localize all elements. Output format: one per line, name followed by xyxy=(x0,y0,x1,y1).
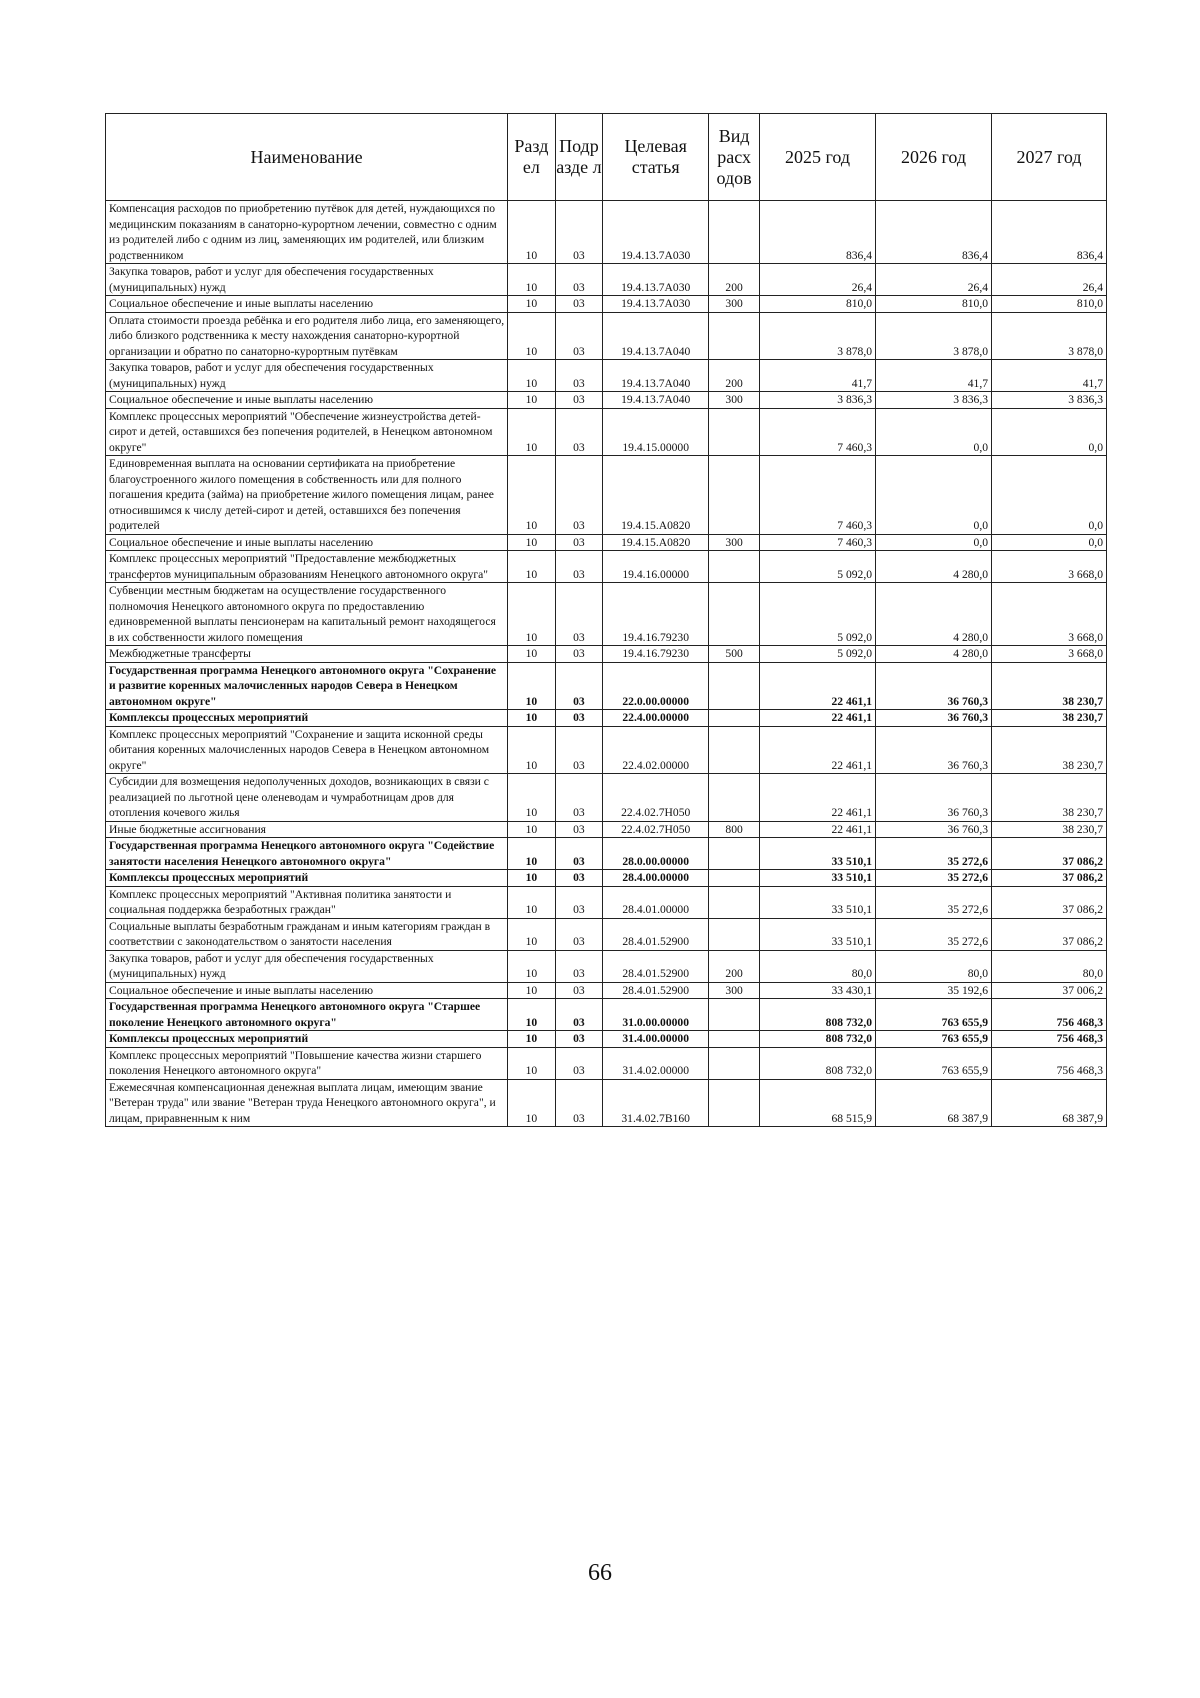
cell-expense-type xyxy=(709,838,760,870)
cell-expense-type xyxy=(709,662,760,710)
cell-2025: 5 092,0 xyxy=(760,583,876,646)
cell-expense-type: 200 xyxy=(709,950,760,982)
cell-2027: 810,0 xyxy=(992,296,1107,313)
cell-target-article: 28.4.01.52900 xyxy=(603,918,709,950)
cell-section: 10 xyxy=(508,646,556,663)
cell-2025: 68 515,9 xyxy=(760,1079,876,1127)
cell-expense-type: 300 xyxy=(709,982,760,999)
cell-subsection: 03 xyxy=(555,710,603,727)
cell-2025: 5 092,0 xyxy=(760,646,876,663)
cell-2027: 41,7 xyxy=(992,360,1107,392)
table-row xyxy=(106,999,1107,1031)
cell-section: 10 xyxy=(508,360,556,392)
cell-subsection: 03 xyxy=(555,870,603,887)
cell-2027: 3 878,0 xyxy=(992,312,1107,360)
cell-2026: 35 192,6 xyxy=(876,982,992,999)
cell-section: 10 xyxy=(508,918,556,950)
cell-2027: 3 836,3 xyxy=(992,392,1107,409)
cell-name: Закупка товаров, работ и услуг для обеспечения государственных (муниципальных) нужд xyxy=(106,264,508,296)
cell-name: Социальное обеспечение и иные выплаты населению xyxy=(106,296,508,313)
cell-expense-type xyxy=(709,726,760,774)
cell-target-article: 31.4.02.00000 xyxy=(603,1047,709,1079)
cell-expense-type: 800 xyxy=(709,821,760,838)
cell-2025: 33 510,1 xyxy=(760,886,876,918)
cell-2026: 36 760,3 xyxy=(876,662,992,710)
cell-subsection: 03 xyxy=(555,838,603,870)
cell-expense-type: 200 xyxy=(709,264,760,296)
header-section: Разд ел xyxy=(508,114,556,201)
cell-section: 10 xyxy=(508,838,556,870)
cell-subsection: 03 xyxy=(555,312,603,360)
header-name: Наименование xyxy=(106,114,508,201)
cell-subsection: 03 xyxy=(555,392,603,409)
cell-2027: 756 468,3 xyxy=(992,999,1107,1031)
cell-expense-type xyxy=(709,886,760,918)
cell-section: 10 xyxy=(508,456,556,535)
table-row xyxy=(106,1047,1107,1079)
header-expense-type: Вид расх одов xyxy=(709,114,760,201)
table-row xyxy=(106,312,1107,360)
cell-expense-type xyxy=(709,774,760,822)
cell-section: 10 xyxy=(508,296,556,313)
table-row xyxy=(106,886,1107,918)
cell-target-article: 19.4.13.7А030 xyxy=(603,201,709,264)
cell-expense-type xyxy=(709,551,760,583)
budget-table xyxy=(105,113,1107,1127)
cell-2025: 22 461,1 xyxy=(760,710,876,727)
cell-target-article: 19.4.13.7А030 xyxy=(603,264,709,296)
cell-2026: 3 836,3 xyxy=(876,392,992,409)
cell-2027: 756 468,3 xyxy=(992,1031,1107,1048)
cell-2025: 33 510,1 xyxy=(760,870,876,887)
header-subsection: Подр азде л xyxy=(555,114,603,201)
cell-name: Комплексы процессных мероприятий xyxy=(106,870,508,887)
cell-subsection: 03 xyxy=(555,296,603,313)
cell-2025: 808 732,0 xyxy=(760,999,876,1031)
cell-2027: 37 086,2 xyxy=(992,886,1107,918)
cell-2027: 38 230,7 xyxy=(992,662,1107,710)
cell-subsection: 03 xyxy=(555,662,603,710)
cell-section: 10 xyxy=(508,1079,556,1127)
cell-expense-type xyxy=(709,1047,760,1079)
cell-name: Социальное обеспечение и иные выплаты населению xyxy=(106,534,508,551)
cell-section: 10 xyxy=(508,886,556,918)
cell-2025: 22 461,1 xyxy=(760,662,876,710)
cell-name: Межбюджетные трансферты xyxy=(106,646,508,663)
cell-target-article: 31.0.00.00000 xyxy=(603,999,709,1031)
table-row xyxy=(106,408,1107,456)
table-row xyxy=(106,726,1107,774)
cell-2025: 26,4 xyxy=(760,264,876,296)
cell-expense-type xyxy=(709,583,760,646)
table-row xyxy=(106,710,1107,727)
cell-expense-type: 300 xyxy=(709,534,760,551)
cell-subsection: 03 xyxy=(555,950,603,982)
table-row xyxy=(106,264,1107,296)
cell-name: Государственная программа Ненецкого автономного округа "Старшее поколение Ненецкого автономного округа" xyxy=(106,999,508,1031)
cell-2025: 80,0 xyxy=(760,950,876,982)
cell-2026: 26,4 xyxy=(876,264,992,296)
cell-2025: 33 510,1 xyxy=(760,838,876,870)
cell-subsection: 03 xyxy=(555,821,603,838)
cell-target-article: 19.4.15.00000 xyxy=(603,408,709,456)
cell-expense-type xyxy=(709,1031,760,1048)
cell-section: 10 xyxy=(508,551,556,583)
cell-section: 10 xyxy=(508,264,556,296)
cell-name: Комплексы процессных мероприятий xyxy=(106,1031,508,1048)
cell-target-article: 19.4.16.79230 xyxy=(603,583,709,646)
cell-expense-type xyxy=(709,456,760,535)
table-row xyxy=(106,201,1107,264)
cell-subsection: 03 xyxy=(555,534,603,551)
table-row xyxy=(106,392,1107,409)
cell-2026: 836,4 xyxy=(876,201,992,264)
cell-target-article: 19.4.13.7А030 xyxy=(603,296,709,313)
cell-2025: 41,7 xyxy=(760,360,876,392)
cell-section: 10 xyxy=(508,950,556,982)
cell-subsection: 03 xyxy=(555,726,603,774)
cell-2027: 3 668,0 xyxy=(992,551,1107,583)
cell-name: Государственная программа Ненецкого автономного округа "Содействие занятости населения Ненецкого автономного округа" xyxy=(106,838,508,870)
cell-2026: 36 760,3 xyxy=(876,774,992,822)
cell-target-article: 22.4.02.7Н050 xyxy=(603,821,709,838)
cell-expense-type xyxy=(709,312,760,360)
cell-name: Комплексы процессных мероприятий xyxy=(106,710,508,727)
cell-2026: 36 760,3 xyxy=(876,710,992,727)
cell-2027: 80,0 xyxy=(992,950,1107,982)
cell-2025: 5 092,0 xyxy=(760,551,876,583)
cell-2027: 37 086,2 xyxy=(992,870,1107,887)
cell-2025: 3 836,3 xyxy=(760,392,876,409)
table-row xyxy=(106,551,1107,583)
cell-2027: 26,4 xyxy=(992,264,1107,296)
cell-2026: 763 655,9 xyxy=(876,1031,992,1048)
cell-name: Компенсация расходов по приобретению путёвок для детей, нуждающихся по медицинским показаниям в санаторно-курортном лечении, совместно с одним из родителей либо с одним из лиц, заменяющих им родителей, или близким родственником xyxy=(106,201,508,264)
cell-2026: 0,0 xyxy=(876,534,992,551)
cell-target-article: 28.4.01.52900 xyxy=(603,950,709,982)
cell-expense-type: 300 xyxy=(709,392,760,409)
cell-2027: 0,0 xyxy=(992,534,1107,551)
cell-2027: 38 230,7 xyxy=(992,774,1107,822)
cell-subsection: 03 xyxy=(555,1079,603,1127)
cell-section: 10 xyxy=(508,392,556,409)
cell-expense-type xyxy=(709,710,760,727)
cell-subsection: 03 xyxy=(555,264,603,296)
cell-2026: 35 272,6 xyxy=(876,838,992,870)
cell-2026: 763 655,9 xyxy=(876,999,992,1031)
cell-section: 10 xyxy=(508,710,556,727)
cell-2025: 22 461,1 xyxy=(760,821,876,838)
cell-target-article: 22.4.02.00000 xyxy=(603,726,709,774)
cell-section: 10 xyxy=(508,408,556,456)
table-row xyxy=(106,950,1107,982)
cell-target-article: 22.4.02.7Н050 xyxy=(603,774,709,822)
cell-name: Комплекс процессных мероприятий "Предоставление межбюджетных трансфертов муниципальным образованиям Ненецкого автономного округа" xyxy=(106,551,508,583)
cell-subsection: 03 xyxy=(555,456,603,535)
cell-expense-type xyxy=(709,870,760,887)
cell-name: Комплекс процессных мероприятий "Повышение качества жизни старшего поколения Ненецкого автономного округа" xyxy=(106,1047,508,1079)
cell-section: 10 xyxy=(508,821,556,838)
table-row xyxy=(106,821,1107,838)
header-2026: 2026 год xyxy=(876,114,992,201)
cell-subsection: 03 xyxy=(555,886,603,918)
table-row xyxy=(106,583,1107,646)
cell-target-article: 19.4.16.00000 xyxy=(603,551,709,583)
cell-section: 10 xyxy=(508,534,556,551)
header-row xyxy=(106,114,1107,201)
cell-2027: 37 086,2 xyxy=(992,918,1107,950)
cell-2025: 7 460,3 xyxy=(760,456,876,535)
cell-2027: 0,0 xyxy=(992,408,1107,456)
cell-target-article: 28.4.01.52900 xyxy=(603,982,709,999)
cell-expense-type xyxy=(709,918,760,950)
cell-2026: 80,0 xyxy=(876,950,992,982)
cell-2027: 37 006,2 xyxy=(992,982,1107,999)
cell-target-article: 19.4.16.79230 xyxy=(603,646,709,663)
cell-2026: 35 272,6 xyxy=(876,918,992,950)
cell-2026: 35 272,6 xyxy=(876,886,992,918)
cell-name: Комплекс процессных мероприятий "Сохранение и защита исконной среды обитания коренных малочисленных народов Севера в Ненецком автономном округе" xyxy=(106,726,508,774)
cell-subsection: 03 xyxy=(555,774,603,822)
cell-target-article: 22.4.00.00000 xyxy=(603,710,709,727)
table-row xyxy=(106,296,1107,313)
cell-expense-type xyxy=(709,999,760,1031)
cell-2026: 0,0 xyxy=(876,456,992,535)
cell-target-article: 28.4.01.00000 xyxy=(603,886,709,918)
cell-expense-type: 300 xyxy=(709,296,760,313)
cell-subsection: 03 xyxy=(555,646,603,663)
cell-subsection: 03 xyxy=(555,918,603,950)
cell-2027: 3 668,0 xyxy=(992,583,1107,646)
cell-2026: 4 280,0 xyxy=(876,583,992,646)
cell-subsection: 03 xyxy=(555,999,603,1031)
cell-2027: 37 086,2 xyxy=(992,838,1107,870)
cell-2027: 756 468,3 xyxy=(992,1047,1107,1079)
table-row xyxy=(106,870,1107,887)
cell-name: Субсидии для возмещения недополученных доходов, возникающих в связи с реализацией по льготной цене оленеводам и чумработницам дров для отопления кочевого жилья xyxy=(106,774,508,822)
cell-2025: 808 732,0 xyxy=(760,1047,876,1079)
page-number: 66 xyxy=(588,1560,612,1586)
cell-expense-type xyxy=(709,201,760,264)
cell-subsection: 03 xyxy=(555,1047,603,1079)
table-row xyxy=(106,838,1107,870)
cell-2027: 38 230,7 xyxy=(992,821,1107,838)
cell-expense-type: 200 xyxy=(709,360,760,392)
cell-target-article: 19.4.15.А0820 xyxy=(603,534,709,551)
cell-section: 10 xyxy=(508,1031,556,1048)
cell-section: 10 xyxy=(508,870,556,887)
cell-2025: 22 461,1 xyxy=(760,726,876,774)
cell-2025: 7 460,3 xyxy=(760,408,876,456)
table-row xyxy=(106,456,1107,535)
cell-2026: 41,7 xyxy=(876,360,992,392)
cell-target-article: 19.4.15.А0820 xyxy=(603,456,709,535)
cell-target-article: 22.0.00.00000 xyxy=(603,662,709,710)
cell-expense-type xyxy=(709,1079,760,1127)
cell-2027: 38 230,7 xyxy=(992,710,1107,727)
cell-2026: 36 760,3 xyxy=(876,821,992,838)
cell-section: 10 xyxy=(508,774,556,822)
cell-2025: 3 878,0 xyxy=(760,312,876,360)
cell-section: 10 xyxy=(508,726,556,774)
cell-2027: 3 668,0 xyxy=(992,646,1107,663)
table-row xyxy=(106,1031,1107,1048)
cell-name: Социальное обеспечение и иные выплаты населению xyxy=(106,392,508,409)
cell-target-article: 19.4.13.7А040 xyxy=(603,360,709,392)
cell-target-article: 19.4.13.7А040 xyxy=(603,392,709,409)
table-row xyxy=(106,646,1107,663)
table-row xyxy=(106,534,1107,551)
cell-name: Субвенции местным бюджетам на осуществление государственного полномочия Ненецкого автономного округа по предоставлению единовременной выплаты пенсионерам на капитальный ремонт находящегося в их собственности жилого помещения xyxy=(106,583,508,646)
cell-subsection: 03 xyxy=(555,408,603,456)
cell-name: Комплекс процессных мероприятий "Активная политика занятости и социальная поддержка безработных граждан" xyxy=(106,886,508,918)
table-row xyxy=(106,1079,1107,1127)
cell-target-article: 19.4.13.7А040 xyxy=(603,312,709,360)
cell-subsection: 03 xyxy=(555,583,603,646)
cell-target-article: 28.4.00.00000 xyxy=(603,870,709,887)
cell-2026: 3 878,0 xyxy=(876,312,992,360)
cell-name: Закупка товаров, работ и услуг для обеспечения государственных (муниципальных) нужд xyxy=(106,950,508,982)
table-row xyxy=(106,774,1107,822)
cell-2026: 763 655,9 xyxy=(876,1047,992,1079)
table-body xyxy=(106,201,1107,1127)
cell-section: 10 xyxy=(508,583,556,646)
cell-name: Оплата стоимости проезда ребёнка и его родителя либо лица, его заменяющего, либо близкого родственника к месту нахождения санаторно-курортной организации и обратно по санаторно-курортным путёвкам xyxy=(106,312,508,360)
cell-2027: 836,4 xyxy=(992,201,1107,264)
cell-target-article: 31.4.00.00000 xyxy=(603,1031,709,1048)
cell-section: 10 xyxy=(508,999,556,1031)
header-target-article: Целевая статья xyxy=(603,114,709,201)
table-row xyxy=(106,918,1107,950)
cell-2027: 68 387,9 xyxy=(992,1079,1107,1127)
cell-2026: 4 280,0 xyxy=(876,551,992,583)
header-2027: 2027 год xyxy=(992,114,1107,201)
cell-2026: 36 760,3 xyxy=(876,726,992,774)
cell-name: Комплекс процессных мероприятий "Обеспечение жизнеустройства детей-сирот и детей, оставшихся без попечения родителей, в Ненецком автономном округе" xyxy=(106,408,508,456)
header-2025: 2025 год xyxy=(760,114,876,201)
table-row xyxy=(106,982,1107,999)
cell-section: 10 xyxy=(508,1047,556,1079)
cell-2026: 4 280,0 xyxy=(876,646,992,663)
cell-section: 10 xyxy=(508,312,556,360)
cell-2025: 808 732,0 xyxy=(760,1031,876,1048)
cell-section: 10 xyxy=(508,201,556,264)
cell-2025: 836,4 xyxy=(760,201,876,264)
cell-subsection: 03 xyxy=(555,551,603,583)
cell-2026: 810,0 xyxy=(876,296,992,313)
table-row xyxy=(106,360,1107,392)
cell-target-article: 28.0.00.00000 xyxy=(603,838,709,870)
cell-name: Ежемесячная компенсационная денежная выплата лицам, имеющим звание "Ветеран труда" или звание "Ветеран труда Ненецкого автономного округа", и лицам, приравненным к ним xyxy=(106,1079,508,1127)
cell-name: Социальные выплаты безработным гражданам и иным категориям граждан в соответствии с законодательством о занятости населения xyxy=(106,918,508,950)
cell-name: Единовременная выплата на основании сертификата на приобретение благоустроенного жилого помещения в собственность или для полного погашения кредита (займа) на приобретение жилого помещения лицам, ранее относившимся к числу детей-сирот и детей, оставшихся без попечения родителей xyxy=(106,456,508,535)
cell-expense-type: 500 xyxy=(709,646,760,663)
cell-2026: 35 272,6 xyxy=(876,870,992,887)
cell-target-article: 31.4.02.7В160 xyxy=(603,1079,709,1127)
cell-name: Государственная программа Ненецкого автономного округа "Сохранение и развитие коренных малочисленных народов Севера в Ненецком автономном округе" xyxy=(106,662,508,710)
cell-2025: 810,0 xyxy=(760,296,876,313)
cell-2026: 68 387,9 xyxy=(876,1079,992,1127)
table-row xyxy=(106,662,1107,710)
cell-2025: 33 510,1 xyxy=(760,918,876,950)
cell-name: Иные бюджетные ассигнования xyxy=(106,821,508,838)
cell-2025: 33 430,1 xyxy=(760,982,876,999)
cell-2026: 0,0 xyxy=(876,408,992,456)
cell-expense-type xyxy=(709,408,760,456)
cell-subsection: 03 xyxy=(555,360,603,392)
cell-subsection: 03 xyxy=(555,1031,603,1048)
cell-subsection: 03 xyxy=(555,982,603,999)
cell-2025: 7 460,3 xyxy=(760,534,876,551)
cell-name: Закупка товаров, работ и услуг для обеспечения государственных (муниципальных) нужд xyxy=(106,360,508,392)
cell-name: Социальное обеспечение и иные выплаты населению xyxy=(106,982,508,999)
cell-section: 10 xyxy=(508,982,556,999)
cell-subsection: 03 xyxy=(555,201,603,264)
cell-2025: 22 461,1 xyxy=(760,774,876,822)
cell-2027: 0,0 xyxy=(992,456,1107,535)
cell-2027: 38 230,7 xyxy=(992,726,1107,774)
cell-section: 10 xyxy=(508,662,556,710)
